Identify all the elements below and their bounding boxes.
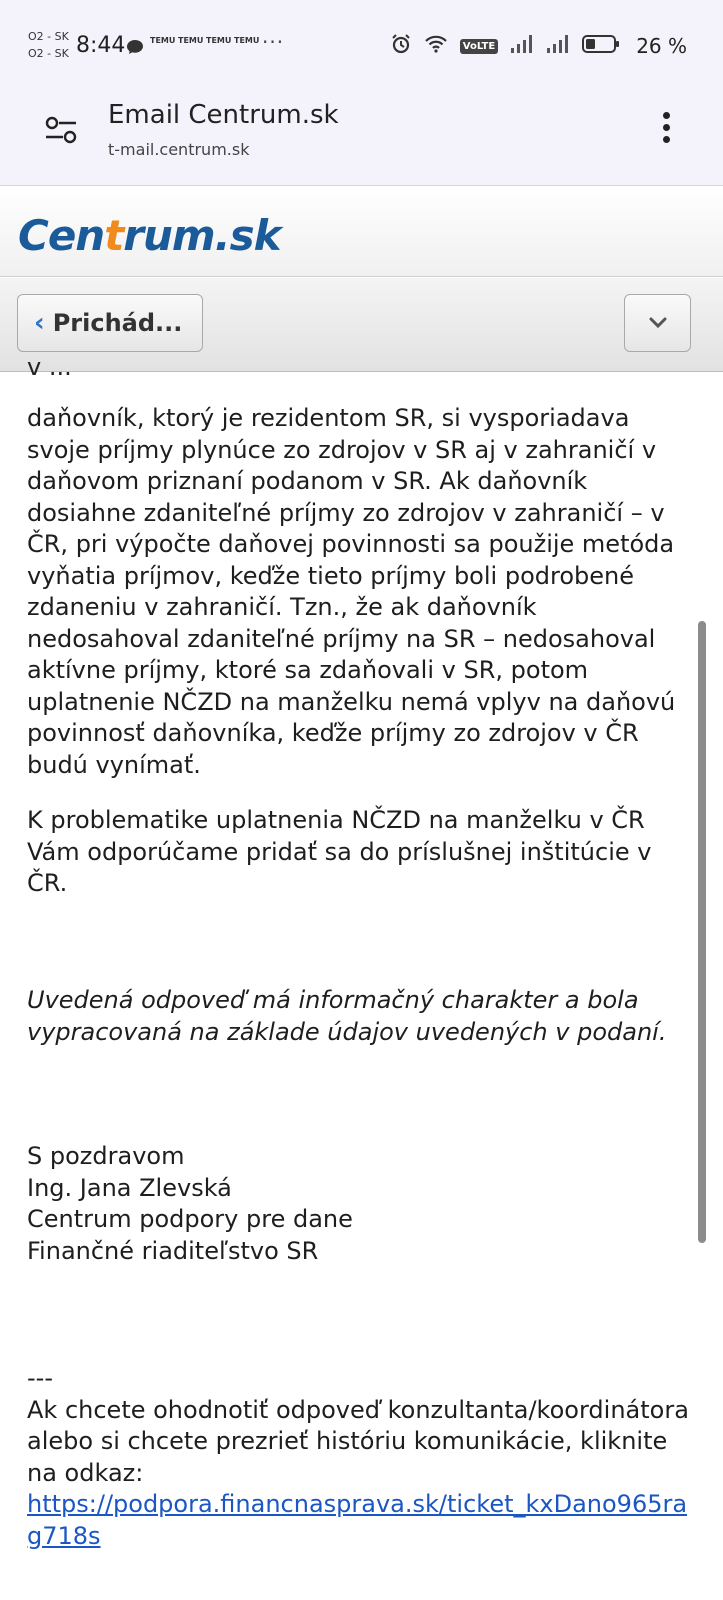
sender-name: Ing. Jana Zlevská [27, 1173, 232, 1202]
carrier-labels [28, 28, 69, 62]
temu-icon: TEMU [206, 36, 232, 45]
separator: --- [27, 1364, 53, 1392]
temu-icon: TEMU [234, 36, 260, 45]
footer-text: Ak chcete ohodnotiť odpoveď konzultanta/koordinátora alebo si chcete prezrieť históriu komunikácie, kliknite na odkaz: [27, 1395, 689, 1487]
signal-icon [546, 34, 570, 58]
carrier-1: O2 - SK [28, 30, 69, 43]
site-settings-icon[interactable] [44, 116, 78, 148]
status-bar [0, 0, 723, 80]
page-title: Email Centrum.sk [108, 100, 339, 130]
temu-icon: TEMU [150, 36, 176, 45]
temu-notifications [150, 37, 259, 45]
chat-notification-icon [126, 38, 144, 60]
chevron-left-icon: ‹ [34, 308, 45, 338]
temu-icon: TEMU [178, 36, 204, 45]
battery-icon [582, 34, 620, 58]
ticket-link[interactable]: https://podpora.financnasprava.sk/ticket_kxDano965rag718s [27, 1490, 688, 1550]
signature [27, 1141, 695, 1267]
status-icons [390, 33, 687, 59]
mail-nav-bar [0, 278, 723, 372]
wifi-icon [424, 34, 448, 58]
message-footer [27, 1363, 695, 1552]
page-url[interactable]: t-mail.centrum.sk [108, 140, 250, 159]
dropdown-button[interactable] [624, 294, 691, 352]
message-paragraph: daňovník, ktorý je rezidentom SR, si vysporiadava svoje príjmy plynúce zo zdrojov v SR aj v zahraničí v daňovom priznaní podanom v SR. Ak daňovník dosiahne zdaniteľné príjmy zo zdrojov v zahraničí – v ČR, pri výpočte daňovej povinnosti sa použije metóda vyňatia príjmov, keďže tieto príjmy boli podrobené zdaneniu v zahraničí. Tzn., že ak daňovník nedosahoval zdaniteľné príjmy na SR – nedosahoval aktívne príjmy, ktoré sa zdaňovali v SR, potom uplatnenie NČZD na manželku nemá vplyv na daňovú povinnosť daňovníka, keďže príjmy zo zdrojov v ČR budú vynímať. [27, 404, 676, 779]
browser-toolbar [0, 80, 723, 186]
message-paragraph: K problematike uplatnenia NČZD na manželku v ČR Vám odporúčame pridať sa do príslušnej inštitúcie v ČR. [27, 806, 652, 897]
disclaimer: Uvedená odpoveď má informačný charakter a bola vypracovaná na základe údajov uvedených v podaní. [27, 986, 667, 1046]
message-body [0, 353, 723, 1600]
carrier-2: O2 - SK [28, 47, 69, 60]
volte-icon: VoLTE [460, 39, 498, 54]
overflow-menu-icon[interactable] [660, 112, 672, 152]
centrum-logo[interactable]: Centrum.sk [18, 211, 281, 260]
alarm-icon [390, 33, 412, 59]
battery-percentage: 26 % [636, 34, 687, 58]
scrollbar[interactable] [698, 621, 706, 1243]
sender-organization: Finančné riaditeľstvo SR [27, 1236, 319, 1265]
back-button-label: Prichád... [52, 309, 183, 337]
back-to-inbox-button[interactable] [17, 294, 203, 352]
sender-department: Centrum podpory pre dane [27, 1205, 353, 1233]
greeting: S pozdravom [27, 1142, 185, 1170]
clock: 8:44 [76, 33, 126, 58]
more-notifications-icon: ··· [262, 30, 285, 54]
site-header [0, 187, 723, 277]
chevron-down-icon [648, 314, 668, 333]
clipped-text-line: v ... [27, 353, 72, 381]
signal-icon [510, 34, 534, 58]
